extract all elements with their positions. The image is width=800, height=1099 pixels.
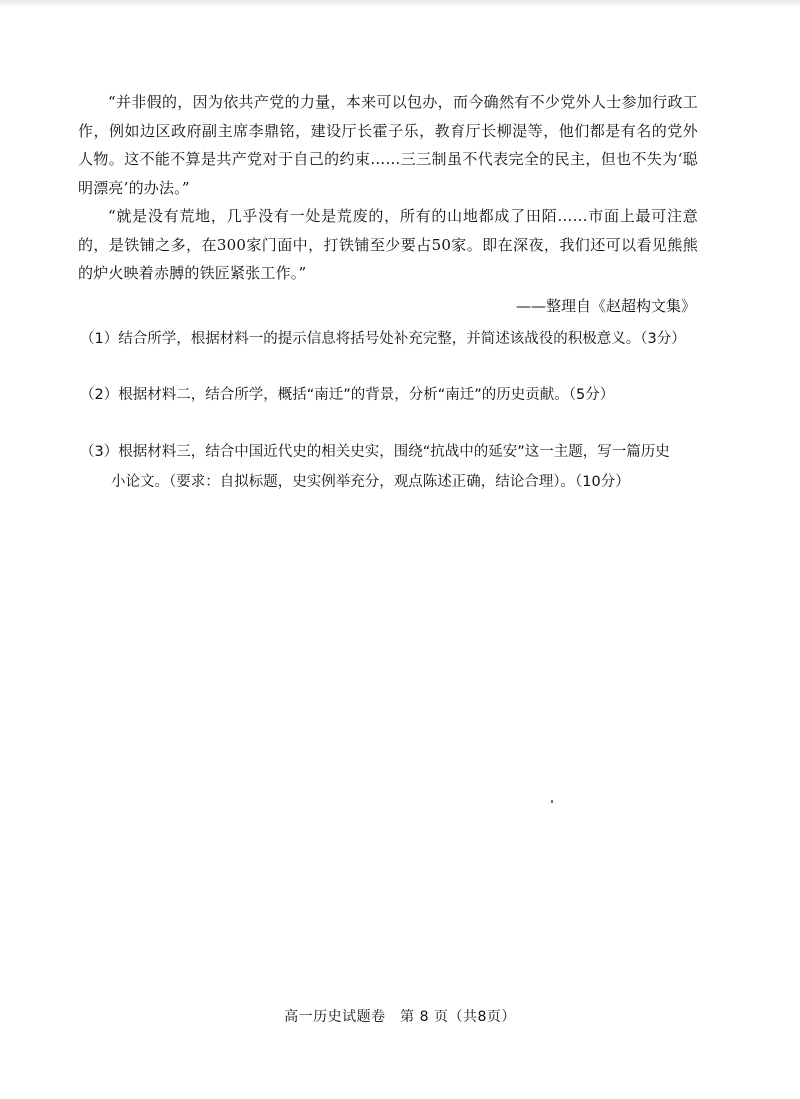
page-footer: 高一历史试题卷 第 8 页（共8页） [284, 1009, 516, 1025]
question-3-line-1: （3）根据材料三，结合中国近代史的相关史实，围绕“抗战中的延安”这一主题，写一篇历史 [80, 444, 670, 460]
scan-speck [551, 800, 553, 803]
question-3 [80, 437, 705, 497]
material-quote-2: “就是没有荒地，几乎没有一处是荒废的，所有的山地都成了田陌……市面上最可注意的，是铁铺之多，在300家门面中，打铁铺至少要占50家。即在深夜，我们还可以看见熊熊的炉火映着赤膊的铁匠紧张工作。” [78, 207, 698, 282]
question-1: （1）结合所学，根据材料一的提示信息将括号处补充完整，并简述该战役的积极意义。（3分） [80, 331, 686, 347]
scan-edge [0, 0, 800, 8]
question-3-line-2: 小论文。（要求：自拟标题，史实例举充分，观点陈述正确，结论合理）。（10分） [111, 474, 630, 490]
question-2: （2）根据材料二，结合所学，概括“南迁”的背景，分析“南迁”的历史贡献。（5分） [80, 387, 615, 403]
material-source: ——整理自《赵超构文集》 [515, 297, 696, 315]
material-quote-1: “并非假的，因为依共产党的力量，本来可以包办，而今确然有不少党外人士参加行政工作，例如边区政府副主席李鼎铭，建设厅长霍子乐，教育厅长柳湜等，他们都是有名的党外人物。这不能不算是共产党对于自己的约束……三三制虽不代表完全的民主，但也不失为‘聪明漂亮’的办法。” [78, 93, 698, 197]
